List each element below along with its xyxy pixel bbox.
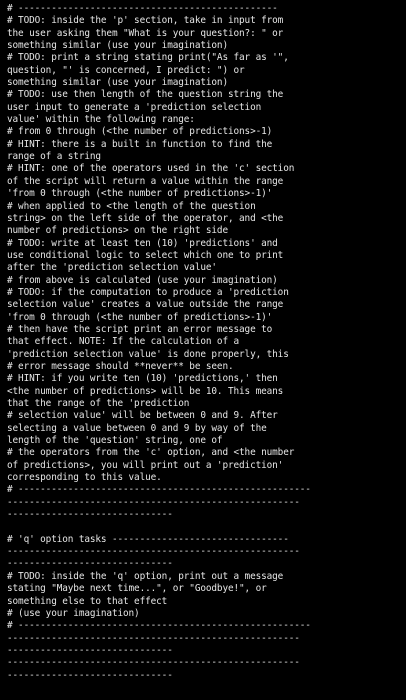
code-line: # ----------------------------------------------------- bbox=[7, 484, 311, 496]
code-line: ----------------------------------------------------- bbox=[7, 496, 300, 508]
code-line: use conditional logic to select which one to print bbox=[7, 249, 284, 261]
code-line: 'from 0 through (<the number of predictions>-1)' bbox=[7, 311, 273, 323]
code-line: ------------------------------ bbox=[7, 669, 173, 681]
code-line: 'from 0 through (<the number of predictions>-1)' bbox=[7, 188, 273, 200]
code-line: selecting a value between 0 and 9 by way of the bbox=[7, 422, 267, 434]
code-line: the user asking them "What is your question?: " or bbox=[7, 27, 284, 39]
code-line: ----------------------------------------------------- bbox=[7, 546, 300, 558]
code-line: length of the 'question' string, one of bbox=[7, 435, 223, 447]
code-line: something else to that effect bbox=[7, 595, 168, 607]
code-line: # selection value' will be between 0 and 9. After bbox=[7, 410, 278, 422]
code-line bbox=[7, 521, 406, 533]
code-line: # TODO: if the computation to produce a 'prediction bbox=[7, 286, 289, 298]
code-line: that effect. NOTE: If the calculation of a bbox=[7, 336, 240, 348]
code-line: # HINT: there is a built in function to find the bbox=[7, 138, 273, 150]
code-line: ------------------------------ bbox=[7, 558, 173, 570]
code-line: # TODO: use then length of the question string the bbox=[7, 89, 284, 101]
code-line: ------------------------------ bbox=[7, 644, 173, 656]
code-line: number of predictions> on the right side bbox=[7, 225, 228, 237]
code-line: # TODO: inside the 'p' section, take in input from bbox=[7, 15, 284, 27]
code-line: user input to generate a 'prediction selection bbox=[7, 101, 262, 113]
code-line: value' within the following range: bbox=[7, 114, 195, 126]
code-line: # ----------------------------------------------- bbox=[7, 3, 278, 14]
code-line: # when applied to <the length of the question bbox=[7, 200, 256, 212]
code-line: of the script will return a value within the range bbox=[7, 175, 284, 187]
code-line: # 'q' option tasks -------------------------------- bbox=[7, 533, 289, 545]
code-line: corresponding to this value. bbox=[7, 472, 162, 484]
code-line: ------------------------------ bbox=[7, 509, 173, 521]
code-line: of predictions>, you will print out a 'prediction' bbox=[7, 459, 284, 471]
code-line: # ----------------------------------------------------- bbox=[7, 620, 311, 632]
code-line: ----------------------------------------------------- bbox=[7, 657, 300, 669]
code-line: # TODO: print a string stating print("As far as '", bbox=[7, 52, 289, 64]
code-line: # HINT: if you write ten (10) 'predictions,' then bbox=[7, 373, 278, 385]
code-line: 'prediction selection value' is done properly, this bbox=[7, 348, 289, 360]
code-line: after the 'prediction selection value' bbox=[7, 262, 217, 274]
code-line: range of a string bbox=[7, 151, 101, 163]
code-line: # then have the script print an error message to bbox=[7, 323, 273, 335]
code-line: stating "Maybe next time...", or "Goodbye!", or bbox=[7, 583, 267, 595]
code-line: # from 0 through (<the number of predictions>-1) bbox=[7, 126, 273, 138]
code-line: # TODO: write at least ten (10) 'predictions' and bbox=[7, 237, 278, 249]
code-line: something similar (use your imagination) bbox=[7, 77, 228, 89]
code-line: # TODO: inside the 'q' option, print out a message bbox=[7, 570, 284, 582]
code-line: selection value' creates a value outside the range bbox=[7, 299, 284, 311]
code-line: that the range of the 'prediction bbox=[7, 398, 190, 409]
code-line: question, "' is concerned, I predict: ") or bbox=[7, 64, 245, 76]
code-line: # the operators from the 'c' option, and <the number bbox=[7, 447, 295, 459]
code-line: # (use your imagination) bbox=[7, 607, 140, 619]
code-line: string> on the left side of the operator, and <the bbox=[7, 212, 284, 224]
code-line: <the number of predictions> will be 10. This means bbox=[7, 385, 284, 397]
code-line: # HINT: one of the operators used in the 'c' section bbox=[7, 163, 295, 175]
code-line: # error message should **never** be seen. bbox=[7, 360, 234, 372]
code-line: ----------------------------------------------------- bbox=[7, 632, 300, 644]
code-line: # from above is calculated (use your imagination) bbox=[7, 274, 278, 286]
code-line: something similar (use your imagination) bbox=[7, 40, 228, 52]
